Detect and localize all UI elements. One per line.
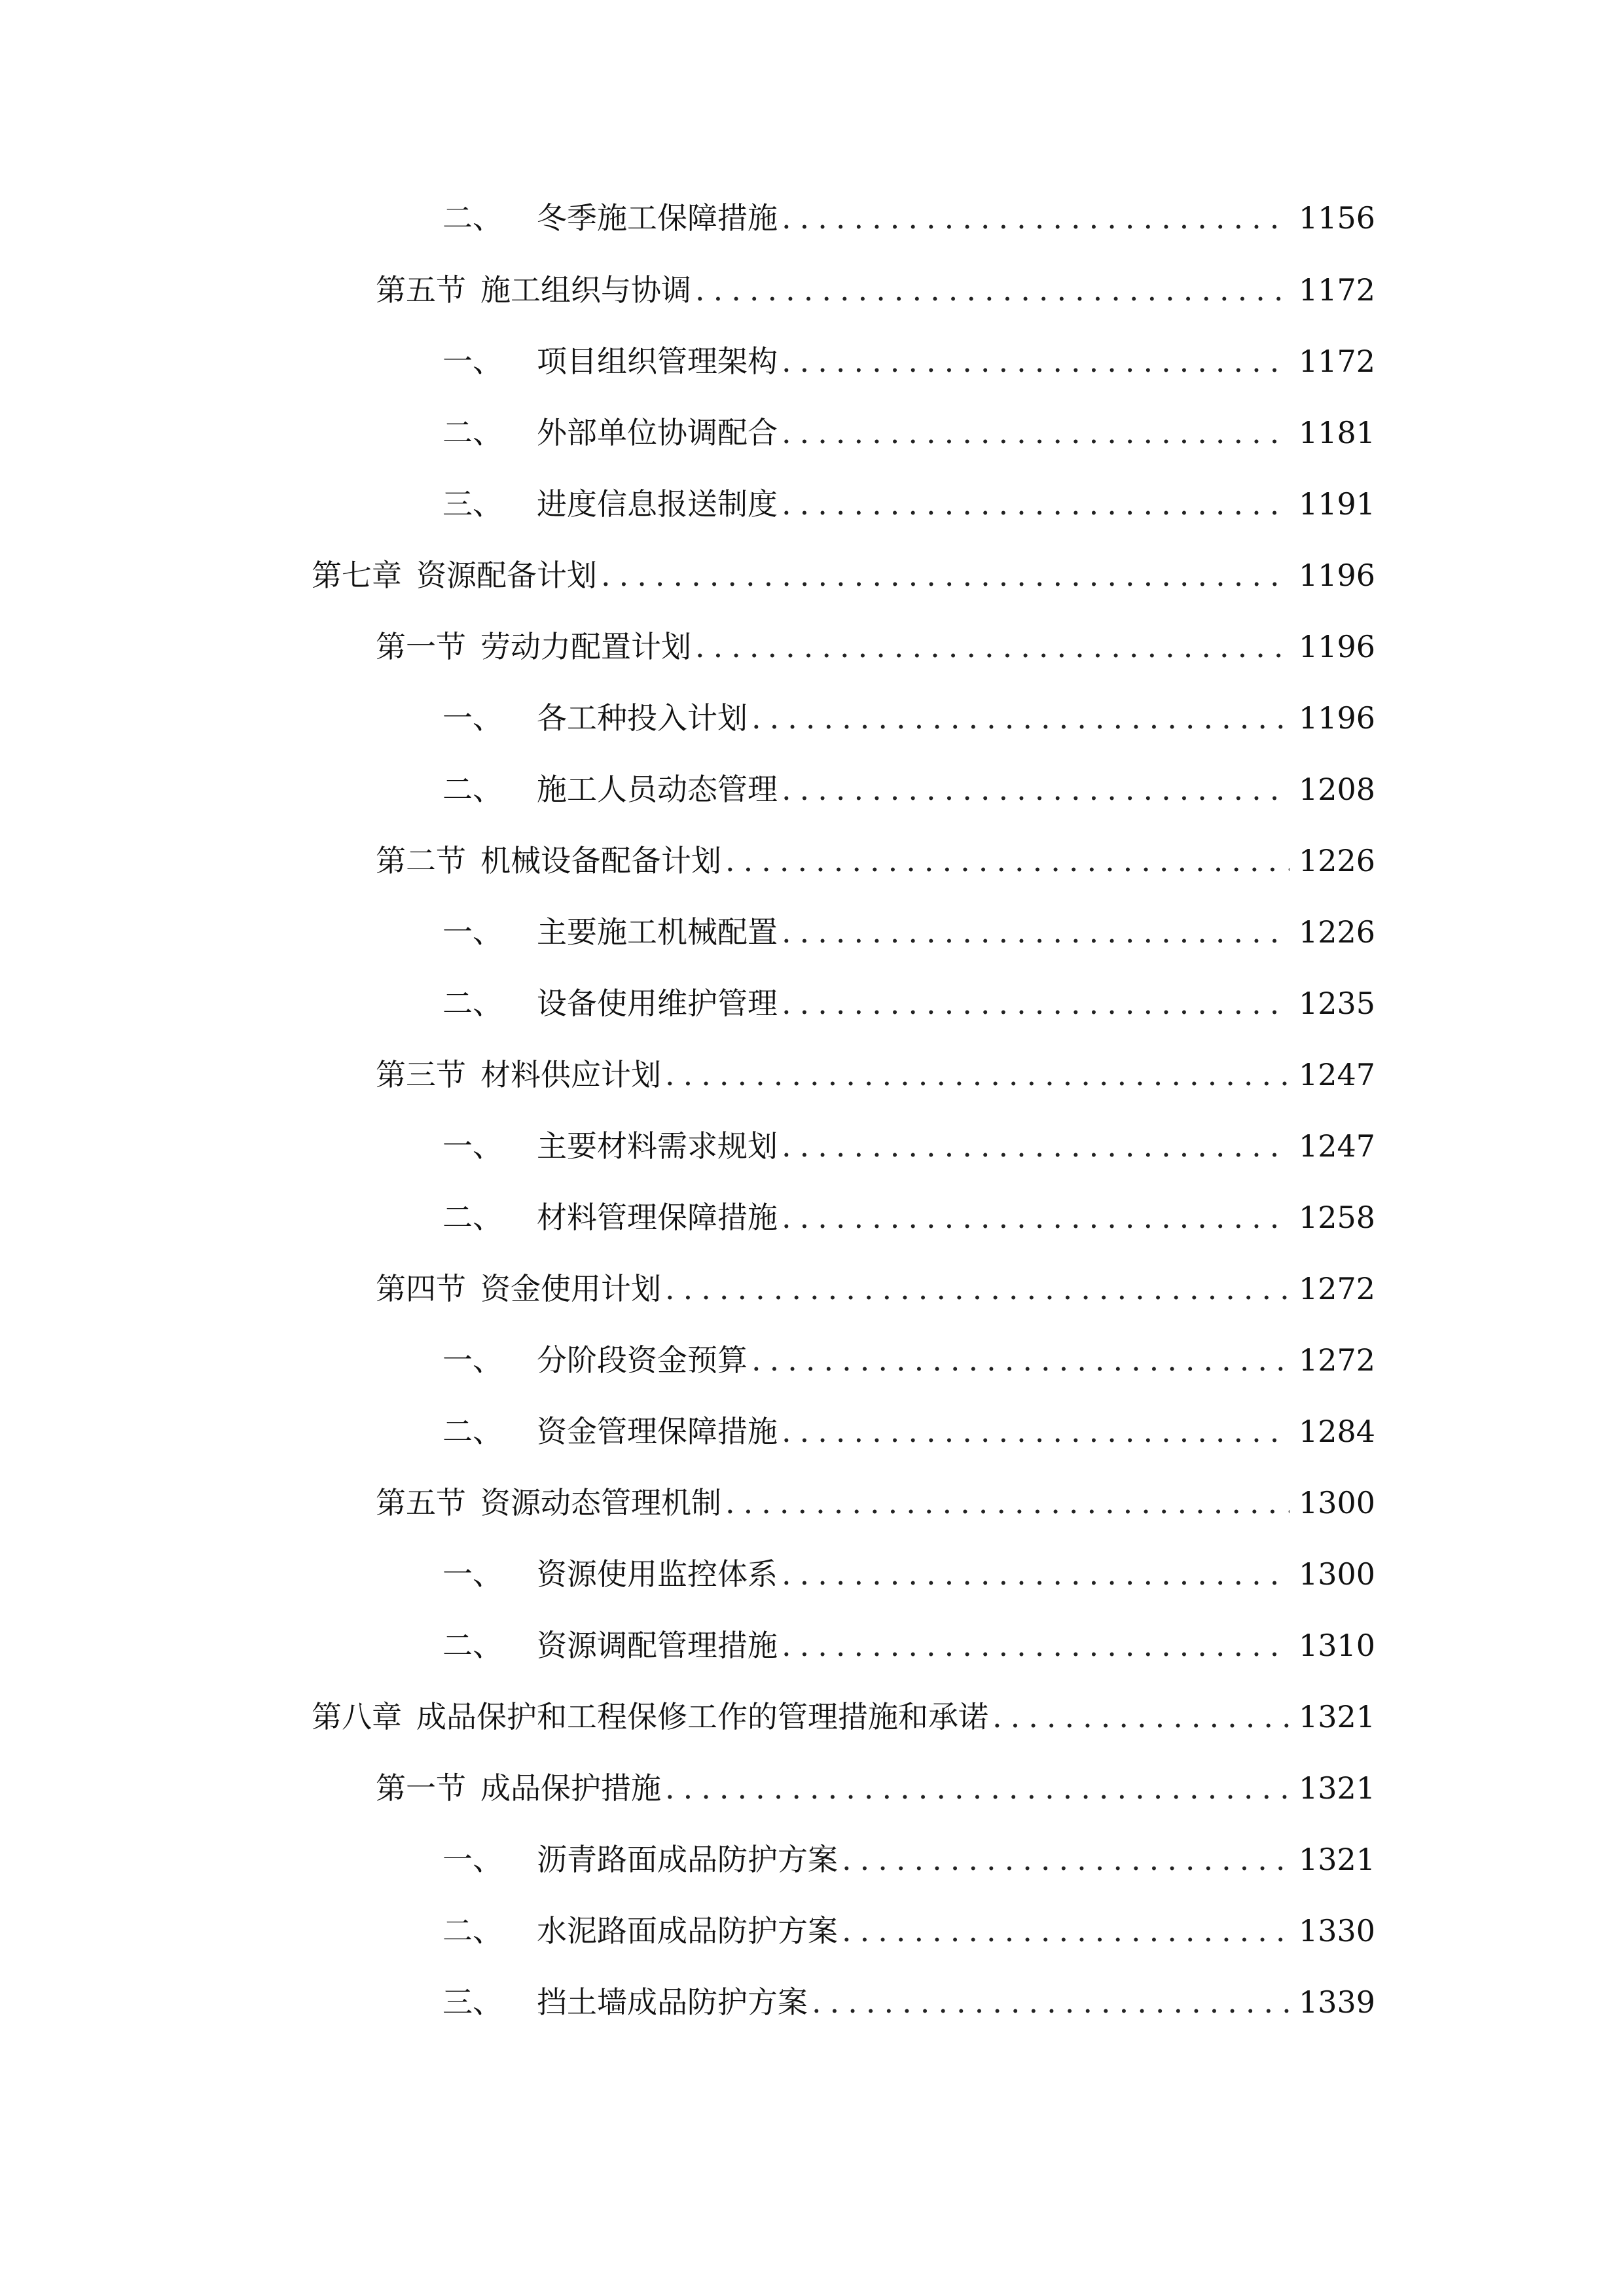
toc-entry-label: 一、 xyxy=(442,700,503,736)
toc-entry[interactable] xyxy=(442,1623,1376,1668)
toc-entry-label: 三、 xyxy=(442,1984,503,2020)
toc-entry-page-number: 1191 xyxy=(1299,486,1376,522)
toc-entry-label: 一、 xyxy=(442,1842,503,1877)
toc-entry-title: 资金管理保障措施 xyxy=(537,1414,778,1449)
dot-leader xyxy=(782,195,1290,241)
dot-leader xyxy=(601,552,1290,598)
toc-entry-label: 二、 xyxy=(442,1414,503,1449)
toc-entry[interactable] xyxy=(442,338,1376,384)
toc-entry-page-number: 1321 xyxy=(1299,1699,1376,1734)
dot-leader xyxy=(665,1266,1290,1312)
toc-entry[interactable] xyxy=(442,695,1376,741)
toc-entry-title: 机械设备配备计划 xyxy=(480,843,721,878)
toc-entry-label: 一、 xyxy=(442,344,503,379)
toc-entry-page-number: 1272 xyxy=(1299,1271,1376,1306)
toc-entry-label: 第四节 xyxy=(376,1271,466,1306)
dot-leader xyxy=(842,1837,1290,1882)
toc-entry-label: 一、 xyxy=(442,1342,503,1378)
toc-entry-page-number: 1330 xyxy=(1299,1913,1376,1948)
toc-entry-title: 施工组织与协调 xyxy=(480,272,691,308)
toc-entry-label: 第一节 xyxy=(376,1770,466,1806)
toc-entry-title: 资源使用监控体系 xyxy=(537,1556,778,1592)
dot-leader xyxy=(782,766,1290,812)
dot-leader xyxy=(665,1052,1290,1098)
toc-entry-page-number: 1284 xyxy=(1299,1414,1376,1449)
toc-entry-page-number: 1272 xyxy=(1299,1342,1376,1378)
toc-entry-title: 各工种投入计划 xyxy=(537,700,748,736)
dot-leader xyxy=(725,838,1290,884)
dot-leader xyxy=(695,624,1290,670)
toc-entry-label: 二、 xyxy=(442,1200,503,1235)
dot-leader xyxy=(751,695,1290,741)
dot-leader xyxy=(782,1623,1290,1668)
toc-entry-title: 资源配备计划 xyxy=(416,558,597,593)
toc-entry-page-number: 1208 xyxy=(1299,772,1376,807)
toc-entry-page-number: 1300 xyxy=(1299,1556,1376,1592)
toc-entry-title: 沥青路面成品防护方案 xyxy=(537,1842,838,1877)
toc-entry-label: 二、 xyxy=(442,200,503,236)
toc-entry[interactable] xyxy=(442,909,1376,955)
toc-entry[interactable] xyxy=(376,1052,1376,1098)
dot-leader xyxy=(751,1337,1290,1383)
toc-entry-page-number: 1321 xyxy=(1299,1842,1376,1877)
dot-leader xyxy=(842,1908,1290,1954)
toc-entry[interactable] xyxy=(442,1979,1376,2025)
toc-entry-title: 成品保护措施 xyxy=(480,1770,661,1806)
toc-entry-title: 主要施工机械配置 xyxy=(537,914,778,950)
toc-entry-label: 第七章 xyxy=(312,558,402,593)
toc-entry-page-number: 1235 xyxy=(1299,986,1376,1021)
dot-leader xyxy=(782,410,1290,456)
toc-entry-page-number: 1156 xyxy=(1299,200,1376,236)
toc-entry-page-number: 1247 xyxy=(1299,1057,1376,1092)
toc-entry-page-number: 1196 xyxy=(1299,629,1376,664)
toc-entry[interactable] xyxy=(442,195,1376,241)
dot-leader xyxy=(665,1765,1290,1811)
dot-leader xyxy=(992,1694,1290,1740)
toc-entry-page-number: 1258 xyxy=(1299,1200,1376,1235)
toc-entry[interactable] xyxy=(376,1765,1376,1811)
toc-entry-title: 冬季施工保障措施 xyxy=(537,200,778,236)
toc-entry-title: 设备使用维护管理 xyxy=(537,986,778,1021)
toc-entry-label: 一、 xyxy=(442,914,503,950)
toc-entry[interactable] xyxy=(376,624,1376,670)
toc-entry-label: 三、 xyxy=(442,486,503,522)
dot-leader xyxy=(782,1551,1290,1597)
toc-entry-label: 第二节 xyxy=(376,843,466,878)
toc-entry[interactable] xyxy=(376,838,1376,884)
toc-entry[interactable] xyxy=(442,1837,1376,1882)
toc-entry-page-number: 1196 xyxy=(1299,700,1376,736)
dot-leader xyxy=(782,1408,1290,1454)
toc-entry-title: 外部单位协调配合 xyxy=(537,415,778,450)
toc-entry-label: 二、 xyxy=(442,772,503,807)
toc-entry-title: 资源动态管理机制 xyxy=(480,1485,721,1520)
toc-entry-page-number: 1339 xyxy=(1299,1984,1376,2020)
toc-entry-label: 第三节 xyxy=(376,1057,466,1092)
dot-leader xyxy=(782,980,1290,1026)
toc-entry[interactable] xyxy=(376,1480,1376,1526)
toc-entry-page-number: 1172 xyxy=(1299,344,1376,379)
dot-leader xyxy=(725,1480,1290,1526)
toc-entry[interactable] xyxy=(442,410,1376,456)
toc-entry-title: 主要材料需求规划 xyxy=(537,1128,778,1164)
toc-entry-title: 挡土墙成品防护方案 xyxy=(537,1984,808,2020)
toc-entry-label: 一、 xyxy=(442,1128,503,1164)
toc-entry-title: 施工人员动态管理 xyxy=(537,772,778,807)
toc-entry-label: 二、 xyxy=(442,415,503,450)
toc-entry-label: 第五节 xyxy=(376,272,466,308)
toc-entry[interactable] xyxy=(442,1408,1376,1454)
toc-entry[interactable] xyxy=(442,1194,1376,1240)
toc-entry-label: 第八章 xyxy=(312,1699,402,1734)
toc-entry-label: 一、 xyxy=(442,1556,503,1592)
toc-entry-label: 二、 xyxy=(442,1913,503,1948)
toc-entry-title: 资源调配管理措施 xyxy=(537,1628,778,1663)
toc-entry-chapter[interactable] xyxy=(312,552,1376,598)
toc-entry[interactable] xyxy=(442,766,1376,812)
toc-entry-label: 二、 xyxy=(442,1628,503,1663)
toc-entry-title: 材料供应计划 xyxy=(480,1057,661,1092)
toc-entry-page-number: 1310 xyxy=(1299,1628,1376,1663)
dot-leader xyxy=(782,1123,1290,1169)
toc-entry-label: 第五节 xyxy=(376,1485,466,1520)
toc-entry[interactable] xyxy=(442,1123,1376,1169)
dot-leader xyxy=(812,1979,1290,2025)
toc-entry-page-number: 1300 xyxy=(1299,1485,1376,1520)
toc-entry[interactable] xyxy=(376,267,1376,313)
toc-entry-title: 材料管理保障措施 xyxy=(537,1200,778,1235)
toc-entry-page-number: 1226 xyxy=(1299,843,1376,878)
dot-leader xyxy=(782,481,1290,527)
toc-entry[interactable] xyxy=(442,1337,1376,1383)
toc-entry-title: 分阶段资金预算 xyxy=(537,1342,748,1378)
toc-entry-page-number: 1181 xyxy=(1299,415,1376,450)
toc-entry-page-number: 1321 xyxy=(1299,1770,1376,1806)
toc-entry[interactable] xyxy=(376,1266,1376,1312)
toc-entry-title: 项目组织管理架构 xyxy=(537,344,778,379)
toc-entry[interactable] xyxy=(442,481,1376,527)
toc-entry-page-number: 1196 xyxy=(1299,558,1376,593)
toc-entry-chapter[interactable] xyxy=(312,1694,1376,1740)
dot-leader xyxy=(695,267,1290,313)
toc-entry-page-number: 1226 xyxy=(1299,914,1376,950)
dot-leader xyxy=(782,909,1290,955)
dot-leader xyxy=(782,1194,1290,1240)
toc-entry-page-number: 1172 xyxy=(1299,272,1376,308)
toc-entry-label: 二、 xyxy=(442,986,503,1021)
toc-entry[interactable] xyxy=(442,1551,1376,1597)
toc-entry-title: 成品保护和工程保修工作的管理措施和承诺 xyxy=(416,1699,988,1734)
toc-entry[interactable] xyxy=(442,980,1376,1026)
toc-entry-title: 进度信息报送制度 xyxy=(537,486,778,522)
toc-entry-title: 劳动力配置计划 xyxy=(480,629,691,664)
toc-entry-page-number: 1247 xyxy=(1299,1128,1376,1164)
dot-leader xyxy=(782,338,1290,384)
toc-entry-title: 水泥路面成品防护方案 xyxy=(537,1913,838,1948)
toc-entry-title: 资金使用计划 xyxy=(480,1271,661,1306)
toc-entry[interactable] xyxy=(442,1908,1376,1954)
toc-entry-label: 第一节 xyxy=(376,629,466,664)
